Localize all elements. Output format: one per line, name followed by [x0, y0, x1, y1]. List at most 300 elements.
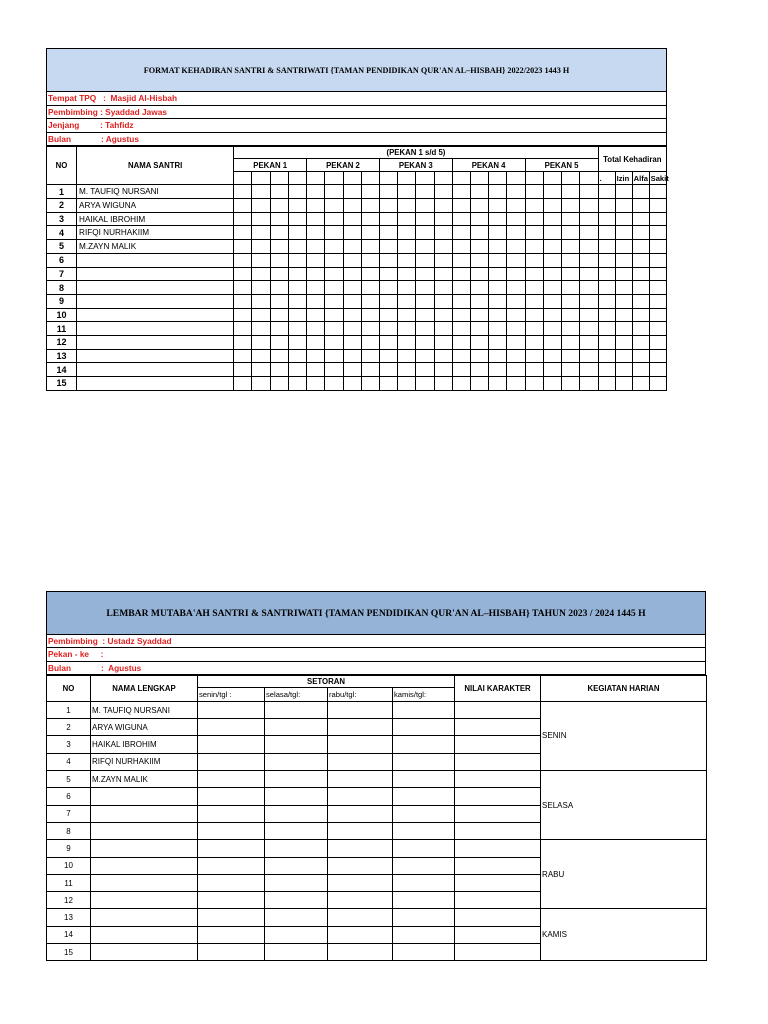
- setoran-cell[interactable]: [198, 944, 265, 961]
- setoran-cell[interactable]: [265, 822, 328, 839]
- attendance-cell[interactable]: [615, 226, 632, 240]
- attendance-cell[interactable]: [307, 281, 325, 295]
- attendance-cell[interactable]: [470, 349, 488, 363]
- attendance-cell[interactable]: [598, 212, 615, 226]
- attendance-cell[interactable]: [379, 199, 397, 213]
- setoran-cell[interactable]: [393, 822, 455, 839]
- attendance-cell[interactable]: [649, 240, 666, 254]
- attendance-cell[interactable]: [452, 240, 470, 254]
- attendance-cell[interactable]: [325, 377, 343, 391]
- attendance-cell[interactable]: [649, 281, 666, 295]
- attendance-cell[interactable]: [398, 185, 416, 199]
- attendance-cell[interactable]: [288, 185, 306, 199]
- attendance-cell[interactable]: [416, 185, 434, 199]
- attendance-cell[interactable]: [543, 267, 561, 281]
- attendance-cell[interactable]: [343, 185, 361, 199]
- attendance-cell[interactable]: [416, 377, 434, 391]
- setoran-cell[interactable]: [393, 736, 455, 753]
- attendance-cell[interactable]: [379, 267, 397, 281]
- attendance-cell[interactable]: [489, 212, 507, 226]
- attendance-cell[interactable]: [288, 281, 306, 295]
- student-name[interactable]: [91, 892, 198, 909]
- attendance-cell[interactable]: [307, 322, 325, 336]
- attendance-cell[interactable]: [598, 199, 615, 213]
- attendance-cell[interactable]: [343, 308, 361, 322]
- attendance-cell[interactable]: [561, 335, 579, 349]
- student-name[interactable]: M.ZAYN MALIK: [91, 771, 198, 788]
- student-name[interactable]: [77, 363, 234, 377]
- attendance-cell[interactable]: [398, 349, 416, 363]
- attendance-cell[interactable]: [632, 294, 649, 308]
- attendance-cell[interactable]: [325, 185, 343, 199]
- attendance-cell[interactable]: [434, 308, 452, 322]
- attendance-cell[interactable]: [543, 294, 561, 308]
- attendance-cell[interactable]: [632, 308, 649, 322]
- attendance-cell[interactable]: [580, 199, 598, 213]
- attendance-cell[interactable]: [507, 349, 525, 363]
- attendance-cell[interactable]: [307, 377, 325, 391]
- attendance-cell[interactable]: [632, 199, 649, 213]
- attendance-cell[interactable]: [434, 281, 452, 295]
- student-name[interactable]: [91, 822, 198, 839]
- attendance-cell[interactable]: [525, 377, 543, 391]
- attendance-cell[interactable]: [525, 335, 543, 349]
- attendance-cell[interactable]: [416, 308, 434, 322]
- attendance-cell[interactable]: [361, 199, 379, 213]
- attendance-cell[interactable]: [561, 281, 579, 295]
- attendance-cell[interactable]: [288, 240, 306, 254]
- attendance-cell[interactable]: [343, 226, 361, 240]
- attendance-cell[interactable]: [361, 281, 379, 295]
- attendance-cell[interactable]: [649, 322, 666, 336]
- setoran-cell[interactable]: [393, 771, 455, 788]
- attendance-cell[interactable]: [434, 240, 452, 254]
- student-name[interactable]: [91, 874, 198, 891]
- attendance-cell[interactable]: [452, 308, 470, 322]
- attendance-cell[interactable]: [234, 308, 252, 322]
- attendance-cell[interactable]: [615, 267, 632, 281]
- attendance-cell[interactable]: [507, 226, 525, 240]
- student-name[interactable]: M. TAUFIQ NURSANI: [91, 701, 198, 718]
- attendance-cell[interactable]: [489, 322, 507, 336]
- attendance-cell[interactable]: [452, 212, 470, 226]
- nilai-cell[interactable]: [455, 874, 541, 891]
- nilai-cell[interactable]: [455, 805, 541, 822]
- attendance-cell[interactable]: [379, 281, 397, 295]
- attendance-cell[interactable]: [270, 308, 288, 322]
- attendance-cell[interactable]: [270, 335, 288, 349]
- attendance-cell[interactable]: [416, 267, 434, 281]
- setoran-cell[interactable]: [198, 840, 265, 857]
- attendance-cell[interactable]: [325, 335, 343, 349]
- attendance-cell[interactable]: [452, 281, 470, 295]
- attendance-cell[interactable]: [379, 377, 397, 391]
- setoran-cell[interactable]: [265, 857, 328, 874]
- attendance-cell[interactable]: [649, 349, 666, 363]
- attendance-cell[interactable]: [543, 212, 561, 226]
- nilai-cell[interactable]: [455, 857, 541, 874]
- attendance-cell[interactable]: [525, 253, 543, 267]
- attendance-cell[interactable]: [598, 267, 615, 281]
- attendance-cell[interactable]: [632, 240, 649, 254]
- setoran-cell[interactable]: [198, 926, 265, 943]
- attendance-cell[interactable]: [361, 335, 379, 349]
- student-name[interactable]: [77, 294, 234, 308]
- setoran-cell[interactable]: [393, 840, 455, 857]
- attendance-cell[interactable]: [615, 281, 632, 295]
- attendance-cell[interactable]: [580, 253, 598, 267]
- setoran-cell[interactable]: [265, 926, 328, 943]
- attendance-cell[interactable]: [252, 363, 270, 377]
- attendance-cell[interactable]: [234, 185, 252, 199]
- setoran-cell[interactable]: [393, 926, 455, 943]
- setoran-cell[interactable]: [328, 805, 393, 822]
- attendance-cell[interactable]: [361, 240, 379, 254]
- nilai-cell[interactable]: [455, 822, 541, 839]
- attendance-cell[interactable]: [525, 363, 543, 377]
- attendance-cell[interactable]: [615, 377, 632, 391]
- attendance-cell[interactable]: [288, 308, 306, 322]
- attendance-cell[interactable]: [325, 322, 343, 336]
- attendance-cell[interactable]: [361, 267, 379, 281]
- attendance-cell[interactable]: [416, 363, 434, 377]
- attendance-cell[interactable]: [649, 377, 666, 391]
- student-name[interactable]: [77, 322, 234, 336]
- attendance-cell[interactable]: [561, 308, 579, 322]
- attendance-cell[interactable]: [398, 199, 416, 213]
- setoran-cell[interactable]: [198, 771, 265, 788]
- attendance-cell[interactable]: [452, 377, 470, 391]
- attendance-cell[interactable]: [615, 199, 632, 213]
- attendance-cell[interactable]: [434, 185, 452, 199]
- attendance-cell[interactable]: [507, 185, 525, 199]
- attendance-cell[interactable]: [489, 267, 507, 281]
- setoran-cell[interactable]: [328, 788, 393, 805]
- attendance-cell[interactable]: [252, 322, 270, 336]
- student-name[interactable]: [77, 281, 234, 295]
- attendance-cell[interactable]: [398, 226, 416, 240]
- attendance-cell[interactable]: [343, 294, 361, 308]
- attendance-cell[interactable]: [270, 281, 288, 295]
- attendance-cell[interactable]: [434, 212, 452, 226]
- attendance-cell[interactable]: [234, 349, 252, 363]
- nilai-cell[interactable]: [455, 909, 541, 926]
- attendance-cell[interactable]: [434, 335, 452, 349]
- attendance-cell[interactable]: [307, 308, 325, 322]
- setoran-cell[interactable]: [393, 788, 455, 805]
- attendance-cell[interactable]: [288, 267, 306, 281]
- attendance-cell[interactable]: [649, 212, 666, 226]
- attendance-cell[interactable]: [343, 212, 361, 226]
- attendance-cell[interactable]: [398, 240, 416, 254]
- setoran-cell[interactable]: [328, 840, 393, 857]
- attendance-cell[interactable]: [416, 226, 434, 240]
- attendance-cell[interactable]: [416, 240, 434, 254]
- attendance-cell[interactable]: [489, 349, 507, 363]
- attendance-cell[interactable]: [470, 199, 488, 213]
- attendance-cell[interactable]: [416, 199, 434, 213]
- student-name[interactable]: [77, 377, 234, 391]
- attendance-cell[interactable]: [343, 349, 361, 363]
- attendance-cell[interactable]: [416, 322, 434, 336]
- setoran-cell[interactable]: [393, 805, 455, 822]
- nilai-cell[interactable]: [455, 719, 541, 736]
- attendance-cell[interactable]: [649, 267, 666, 281]
- attendance-cell[interactable]: [288, 349, 306, 363]
- attendance-cell[interactable]: [252, 199, 270, 213]
- setoran-cell[interactable]: [393, 719, 455, 736]
- attendance-cell[interactable]: [632, 335, 649, 349]
- attendance-cell[interactable]: [252, 281, 270, 295]
- nilai-cell[interactable]: [455, 788, 541, 805]
- attendance-cell[interactable]: [434, 349, 452, 363]
- attendance-cell[interactable]: [489, 377, 507, 391]
- attendance-cell[interactable]: [507, 199, 525, 213]
- student-name[interactable]: [77, 308, 234, 322]
- attendance-cell[interactable]: [379, 226, 397, 240]
- attendance-cell[interactable]: [434, 267, 452, 281]
- attendance-cell[interactable]: [470, 335, 488, 349]
- student-name[interactable]: M. TAUFIQ NURSANI: [77, 185, 234, 199]
- setoran-cell[interactable]: [198, 822, 265, 839]
- attendance-cell[interactable]: [507, 240, 525, 254]
- attendance-cell[interactable]: [234, 253, 252, 267]
- attendance-cell[interactable]: [649, 294, 666, 308]
- attendance-cell[interactable]: [525, 212, 543, 226]
- nilai-cell[interactable]: [455, 753, 541, 770]
- attendance-cell[interactable]: [252, 226, 270, 240]
- attendance-cell[interactable]: [649, 185, 666, 199]
- student-name[interactable]: [91, 840, 198, 857]
- attendance-cell[interactable]: [270, 240, 288, 254]
- attendance-cell[interactable]: [307, 226, 325, 240]
- attendance-cell[interactable]: [307, 349, 325, 363]
- attendance-cell[interactable]: [543, 322, 561, 336]
- attendance-cell[interactable]: [379, 212, 397, 226]
- setoran-cell[interactable]: [265, 736, 328, 753]
- attendance-cell[interactable]: [543, 240, 561, 254]
- attendance-cell[interactable]: [379, 322, 397, 336]
- attendance-cell[interactable]: [270, 267, 288, 281]
- attendance-cell[interactable]: [416, 281, 434, 295]
- attendance-cell[interactable]: [398, 212, 416, 226]
- attendance-cell[interactable]: [561, 349, 579, 363]
- attendance-cell[interactable]: [234, 267, 252, 281]
- setoran-cell[interactable]: [328, 736, 393, 753]
- attendance-cell[interactable]: [252, 294, 270, 308]
- attendance-cell[interactable]: [398, 335, 416, 349]
- setoran-cell[interactable]: [198, 719, 265, 736]
- attendance-cell[interactable]: [598, 335, 615, 349]
- attendance-cell[interactable]: [270, 199, 288, 213]
- attendance-cell[interactable]: [525, 240, 543, 254]
- setoran-cell[interactable]: [198, 805, 265, 822]
- attendance-cell[interactable]: [489, 308, 507, 322]
- student-name[interactable]: [77, 349, 234, 363]
- attendance-cell[interactable]: [543, 253, 561, 267]
- attendance-cell[interactable]: [580, 322, 598, 336]
- attendance-cell[interactable]: [398, 308, 416, 322]
- attendance-cell[interactable]: [361, 349, 379, 363]
- setoran-cell[interactable]: [393, 857, 455, 874]
- attendance-cell[interactable]: [343, 281, 361, 295]
- attendance-cell[interactable]: [470, 185, 488, 199]
- attendance-cell[interactable]: [398, 294, 416, 308]
- attendance-cell[interactable]: [234, 322, 252, 336]
- attendance-cell[interactable]: [489, 253, 507, 267]
- attendance-cell[interactable]: [234, 212, 252, 226]
- attendance-cell[interactable]: [343, 253, 361, 267]
- setoran-cell[interactable]: [265, 719, 328, 736]
- attendance-cell[interactable]: [561, 212, 579, 226]
- attendance-cell[interactable]: [288, 253, 306, 267]
- attendance-cell[interactable]: [543, 199, 561, 213]
- attendance-cell[interactable]: [580, 267, 598, 281]
- attendance-cell[interactable]: [470, 281, 488, 295]
- setoran-cell[interactable]: [198, 788, 265, 805]
- attendance-cell[interactable]: [649, 199, 666, 213]
- attendance-cell[interactable]: [234, 240, 252, 254]
- attendance-cell[interactable]: [361, 308, 379, 322]
- attendance-cell[interactable]: [632, 185, 649, 199]
- attendance-cell[interactable]: [361, 377, 379, 391]
- attendance-cell[interactable]: [489, 185, 507, 199]
- attendance-cell[interactable]: [561, 226, 579, 240]
- activity-day[interactable]: SENIN: [541, 701, 707, 770]
- attendance-cell[interactable]: [561, 322, 579, 336]
- attendance-cell[interactable]: [615, 363, 632, 377]
- setoran-cell[interactable]: [328, 753, 393, 770]
- attendance-cell[interactable]: [307, 199, 325, 213]
- attendance-cell[interactable]: [507, 212, 525, 226]
- attendance-cell[interactable]: [580, 240, 598, 254]
- attendance-cell[interactable]: [507, 294, 525, 308]
- nilai-cell[interactable]: [455, 701, 541, 718]
- attendance-cell[interactable]: [252, 308, 270, 322]
- attendance-cell[interactable]: [580, 335, 598, 349]
- attendance-cell[interactable]: [470, 267, 488, 281]
- attendance-cell[interactable]: [343, 199, 361, 213]
- attendance-cell[interactable]: [598, 308, 615, 322]
- attendance-cell[interactable]: [507, 335, 525, 349]
- setoran-cell[interactable]: [198, 753, 265, 770]
- attendance-cell[interactable]: [270, 226, 288, 240]
- setoran-cell[interactable]: [328, 926, 393, 943]
- attendance-cell[interactable]: [580, 308, 598, 322]
- attendance-cell[interactable]: [307, 363, 325, 377]
- student-name[interactable]: [91, 926, 198, 943]
- attendance-cell[interactable]: [598, 281, 615, 295]
- attendance-cell[interactable]: [649, 335, 666, 349]
- attendance-cell[interactable]: [343, 377, 361, 391]
- attendance-cell[interactable]: [252, 377, 270, 391]
- student-name[interactable]: HAIKAL IBROHIM: [77, 212, 234, 226]
- setoran-cell[interactable]: [393, 874, 455, 891]
- student-name[interactable]: [91, 788, 198, 805]
- setoran-cell[interactable]: [393, 909, 455, 926]
- attendance-cell[interactable]: [452, 335, 470, 349]
- attendance-cell[interactable]: [580, 349, 598, 363]
- setoran-cell[interactable]: [198, 857, 265, 874]
- nilai-cell[interactable]: [455, 944, 541, 961]
- attendance-cell[interactable]: [434, 377, 452, 391]
- nilai-cell[interactable]: [455, 736, 541, 753]
- attendance-cell[interactable]: [452, 199, 470, 213]
- attendance-cell[interactable]: [489, 294, 507, 308]
- student-name[interactable]: ARYA WIGUNA: [77, 199, 234, 213]
- attendance-cell[interactable]: [288, 363, 306, 377]
- attendance-cell[interactable]: [434, 253, 452, 267]
- attendance-cell[interactable]: [307, 212, 325, 226]
- setoran-cell[interactable]: [198, 736, 265, 753]
- attendance-cell[interactable]: [307, 267, 325, 281]
- attendance-cell[interactable]: [270, 363, 288, 377]
- setoran-cell[interactable]: [198, 892, 265, 909]
- attendance-cell[interactable]: [615, 185, 632, 199]
- attendance-cell[interactable]: [398, 377, 416, 391]
- attendance-cell[interactable]: [452, 349, 470, 363]
- attendance-cell[interactable]: [561, 294, 579, 308]
- attendance-cell[interactable]: [416, 294, 434, 308]
- attendance-cell[interactable]: [543, 377, 561, 391]
- attendance-cell[interactable]: [234, 294, 252, 308]
- attendance-cell[interactable]: [543, 226, 561, 240]
- attendance-cell[interactable]: [543, 363, 561, 377]
- attendance-cell[interactable]: [598, 185, 615, 199]
- attendance-cell[interactable]: [252, 253, 270, 267]
- attendance-cell[interactable]: [649, 226, 666, 240]
- attendance-cell[interactable]: [270, 185, 288, 199]
- attendance-cell[interactable]: [525, 226, 543, 240]
- attendance-cell[interactable]: [379, 349, 397, 363]
- attendance-cell[interactable]: [234, 363, 252, 377]
- student-name[interactable]: [77, 335, 234, 349]
- attendance-cell[interactable]: [325, 226, 343, 240]
- attendance-cell[interactable]: [288, 294, 306, 308]
- attendance-cell[interactable]: [288, 226, 306, 240]
- setoran-cell[interactable]: [265, 771, 328, 788]
- attendance-cell[interactable]: [379, 294, 397, 308]
- attendance-cell[interactable]: [489, 335, 507, 349]
- attendance-cell[interactable]: [598, 322, 615, 336]
- setoran-cell[interactable]: [328, 874, 393, 891]
- attendance-cell[interactable]: [580, 226, 598, 240]
- setoran-cell[interactable]: [198, 701, 265, 718]
- attendance-cell[interactable]: [598, 253, 615, 267]
- attendance-cell[interactable]: [470, 253, 488, 267]
- attendance-cell[interactable]: [507, 267, 525, 281]
- attendance-cell[interactable]: [361, 322, 379, 336]
- attendance-cell[interactable]: [543, 308, 561, 322]
- attendance-cell[interactable]: [632, 267, 649, 281]
- attendance-cell[interactable]: [361, 226, 379, 240]
- activity-day[interactable]: SELASA: [541, 771, 707, 840]
- attendance-cell[interactable]: [452, 363, 470, 377]
- attendance-cell[interactable]: [615, 308, 632, 322]
- attendance-cell[interactable]: [379, 185, 397, 199]
- setoran-cell[interactable]: [393, 701, 455, 718]
- attendance-cell[interactable]: [598, 377, 615, 391]
- attendance-cell[interactable]: [361, 185, 379, 199]
- attendance-cell[interactable]: [307, 185, 325, 199]
- attendance-cell[interactable]: [525, 267, 543, 281]
- attendance-cell[interactable]: [632, 363, 649, 377]
- attendance-cell[interactable]: [598, 240, 615, 254]
- nilai-cell[interactable]: [455, 892, 541, 909]
- setoran-cell[interactable]: [328, 909, 393, 926]
- attendance-cell[interactable]: [489, 281, 507, 295]
- attendance-cell[interactable]: [489, 363, 507, 377]
